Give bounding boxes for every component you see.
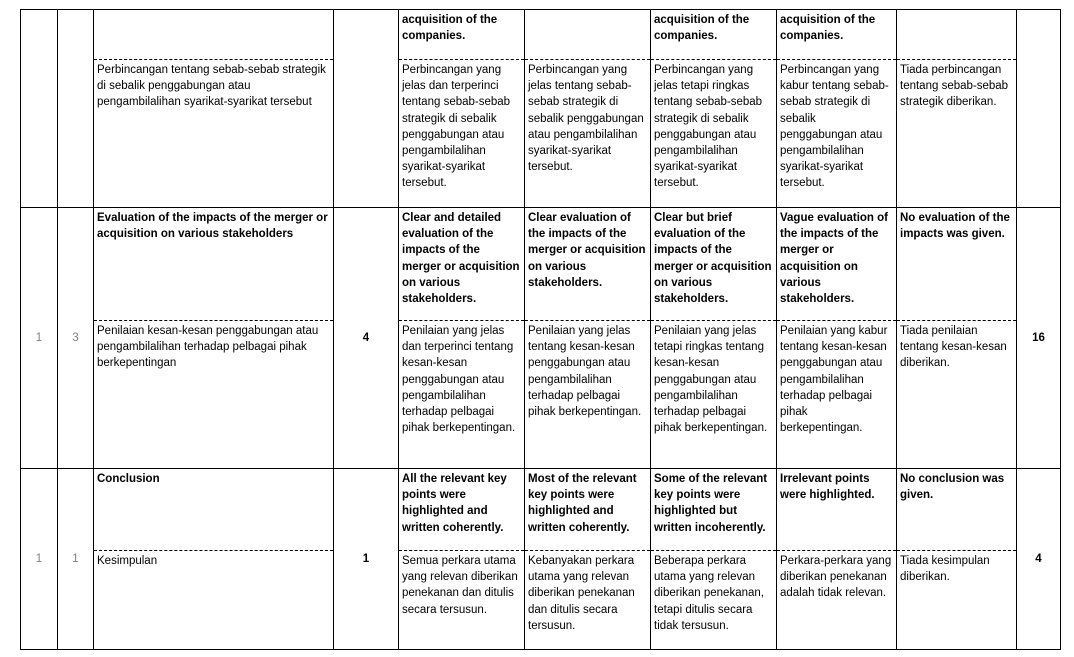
level-ms: Perkara-perkara yang diberikan penekanan adalah tidak relevan. xyxy=(780,555,892,600)
level-ms: Kebanyakan perkara utama yang relevan diberikan penekanan dan ditulis secara tersusun. xyxy=(528,555,635,632)
table-row xyxy=(21,208,1061,469)
criterion-ms: Perbincangan tentang sebab-sebab strategik di sebalik penggabungan atau pengambilalihan syarikat-syarikat tersebut xyxy=(97,64,326,109)
level-en: All the relevant key points were highlighted and written coherently. xyxy=(399,469,524,551)
criterion-ms: Kesimpulan xyxy=(97,555,158,567)
level-en: acquisition of the companies. xyxy=(399,10,524,60)
level-en xyxy=(525,10,650,60)
level-cell xyxy=(399,10,525,208)
level-cell xyxy=(897,10,1017,208)
level-ms: Tiada kesimpulan diberikan. xyxy=(900,555,990,584)
weight: 1 xyxy=(334,469,399,650)
level-ms: Perbincangan yang jelas dan terperinci tentang sebab-sebab strategik di sebalik penggabungan atau pengambilalihan syarikat-syarikat tersebut. xyxy=(402,64,511,190)
level-cell xyxy=(651,469,777,650)
item-score xyxy=(58,10,94,208)
level-cell xyxy=(651,10,777,208)
item-number: 1 xyxy=(21,208,58,469)
level-cell xyxy=(777,469,897,650)
level-ms: Semua perkara utama yang relevan diberikan penekanan dan ditulis secara tersusun. xyxy=(402,555,518,616)
level-en: Clear and detailed evaluation of the impacts of the merger or acquisition on various stakeholders. xyxy=(399,208,524,321)
level-cell xyxy=(777,208,897,469)
item-score: 1 xyxy=(58,469,94,650)
level-en: acquisition of the companies. xyxy=(651,10,776,60)
weight xyxy=(334,10,399,208)
level-en: Some of the relevant key points were highlighted but written incoherently. xyxy=(651,469,776,551)
level-ms: Perbincangan yang jelas tetapi ringkas tentang sebab-sebab strategik di sebalik penggabungan atau pengambilalihan syarikat-syarikat tersebut. xyxy=(654,64,763,190)
level-ms: Penilaian yang jelas tentang kesan-kesan penggabungan atau pengambilalihan terhadap pelbagai pihak berkepentingan. xyxy=(528,325,642,419)
item-score: 3 xyxy=(58,208,94,469)
level-en: No conclusion was given. xyxy=(897,469,1016,551)
level-cell xyxy=(777,10,897,208)
level-cell xyxy=(525,10,651,208)
criterion-ms: Penilaian kesan-kesan penggabungan atau pengambilalihan terhadap pelbagai pihak berkepentingan xyxy=(97,325,319,370)
level-ms: Penilaian yang jelas dan terperinci tentang kesan-kesan penggabungan atau pengambilalihan terhadap pelbagai pihak berkepentingan. xyxy=(402,325,516,435)
level-cell xyxy=(525,208,651,469)
level-ms: Tiada perbincangan tentang sebab-sebab strategik diberikan. xyxy=(900,64,1009,109)
level-cell xyxy=(399,208,525,469)
level-ms: Perbincangan yang kabur tentang sebab-sebab strategik di sebalik penggabungan atau pengambilalihan syarikat-syarikat tersebut. xyxy=(780,64,889,190)
level-ms: Tiada penilaian tentang kesan-kesan diberikan. xyxy=(900,325,1007,370)
level-cell xyxy=(399,469,525,650)
criterion-cell xyxy=(94,469,334,650)
level-ms: Perbincangan yang jelas tentang sebab-sebab strategik di sebalik penggabungan atau pengambilalihan syarikat-syarikat tersebut. xyxy=(528,64,644,174)
level-en: Clear evaluation of the impacts of the merger or acquisition on various stakeholders. xyxy=(525,208,650,321)
level-cell xyxy=(897,208,1017,469)
level-ms: Beberapa perkara utama yang relevan diberikan penekanan, tetapi ditulis secara tidak tersusun. xyxy=(654,555,764,632)
criterion-cell xyxy=(94,208,334,469)
total: 4 xyxy=(1017,469,1061,650)
rubric-table xyxy=(20,9,1061,650)
table-row xyxy=(21,10,1061,208)
total: 16 xyxy=(1017,208,1061,469)
level-en: acquisition of the companies. xyxy=(777,10,896,60)
total xyxy=(1017,10,1061,208)
level-en: Irrelevant points were highlighted. xyxy=(777,469,896,551)
level-en xyxy=(897,10,1016,60)
criterion-en: Evaluation of the impacts of the merger or acquisition on various stakeholders xyxy=(94,208,333,321)
level-cell xyxy=(651,208,777,469)
criterion-cell xyxy=(94,10,334,208)
level-ms: Penilaian yang jelas tetapi ringkas tentang kesan-kesan penggabungan atau pengambilalihan terhadap pelbagai pihak berkepentingan. xyxy=(654,325,768,435)
table-row xyxy=(21,469,1061,650)
level-cell xyxy=(525,469,651,650)
level-cell xyxy=(897,469,1017,650)
weight: 4 xyxy=(334,208,399,469)
criterion-en xyxy=(94,10,333,60)
criterion-en: Conclusion xyxy=(94,469,333,551)
level-en: No evaluation of the impacts was given. xyxy=(897,208,1016,321)
item-number: 1 xyxy=(21,469,58,650)
level-ms: Penilaian yang kabur tentang kesan-kesan penggabungan atau pengambilalihan terhadap pelbagai pihak berkepentingan. xyxy=(780,325,888,435)
level-en: Clear but brief evaluation of the impacts of the merger or acquisition on various stakeholders. xyxy=(651,208,776,321)
item-number xyxy=(21,10,58,208)
level-en: Vague evaluation of the impacts of the merger or acquisition on various stakeholders. xyxy=(777,208,896,321)
level-en: Most of the relevant key points were highlighted and written coherently. xyxy=(525,469,650,551)
